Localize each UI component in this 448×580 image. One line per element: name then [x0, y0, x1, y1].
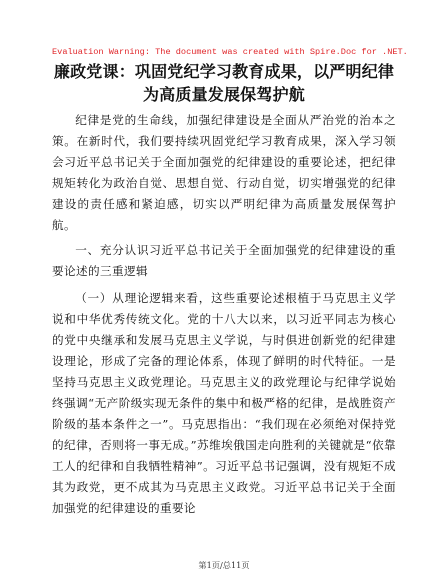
page-footer: 第1页/总11页 — [198, 560, 250, 570]
section-heading: 一、充分认识习近平总书记关于全面加强党的纪律建设的重要论述的三重逻辑 — [52, 243, 396, 278]
intro-paragraph: 纪律是党的生命线，加强纪律建设是全面从严治党的治本之策。在新时代，我们要持续巩固党纪学习教育成果，深入学习领会习近平总书记关于全面加强党的纪律建设的重要论述，把纪律规矩转化为政治自觉、思想自觉、行动自觉，切实增强党的纪律建设的责任感和紧迫感，切实以严明纪律为高质量发展保驾护航。 — [52, 113, 396, 232]
body-paragraph: （一）从理论逻辑来看，这些重要论述根植于马克思主义学说和中华优秀传统文化。党的十八大以来，以习近平同志为核心的党中央继承和发展马克思主义学说，与时俱进创新党的纪律建设理论，形成了完备的理论体系，体现了鲜明的时代特征。一是坚持马克思主义政党理论。马克思主义的政党理论与纪律学说始终强调“无产阶级实现无条件的集中和极严格的纪律，是战胜资产阶级的基本条件之一”。马克思指出：“我们现在必须绝对保持党的纪律，否则将一事无成。”苏维埃俄国走向胜利的关键就是“依靠工人的纪律和自我牺牲精神”。习近平总书记强调，没有规矩不成其为政党，更不成其为马克思主义政党。习近平总书记关于全面加强党的纪律建设的重要论 — [52, 291, 396, 515]
document-title: 廉政党课：巩固党纪学习教育成果，以严明纪律为高质量发展保驾护航 — [53, 62, 395, 104]
evaluation-warning: Evaluation Warning: The document was created with Spire.Doc for .NET. — [52, 47, 408, 57]
